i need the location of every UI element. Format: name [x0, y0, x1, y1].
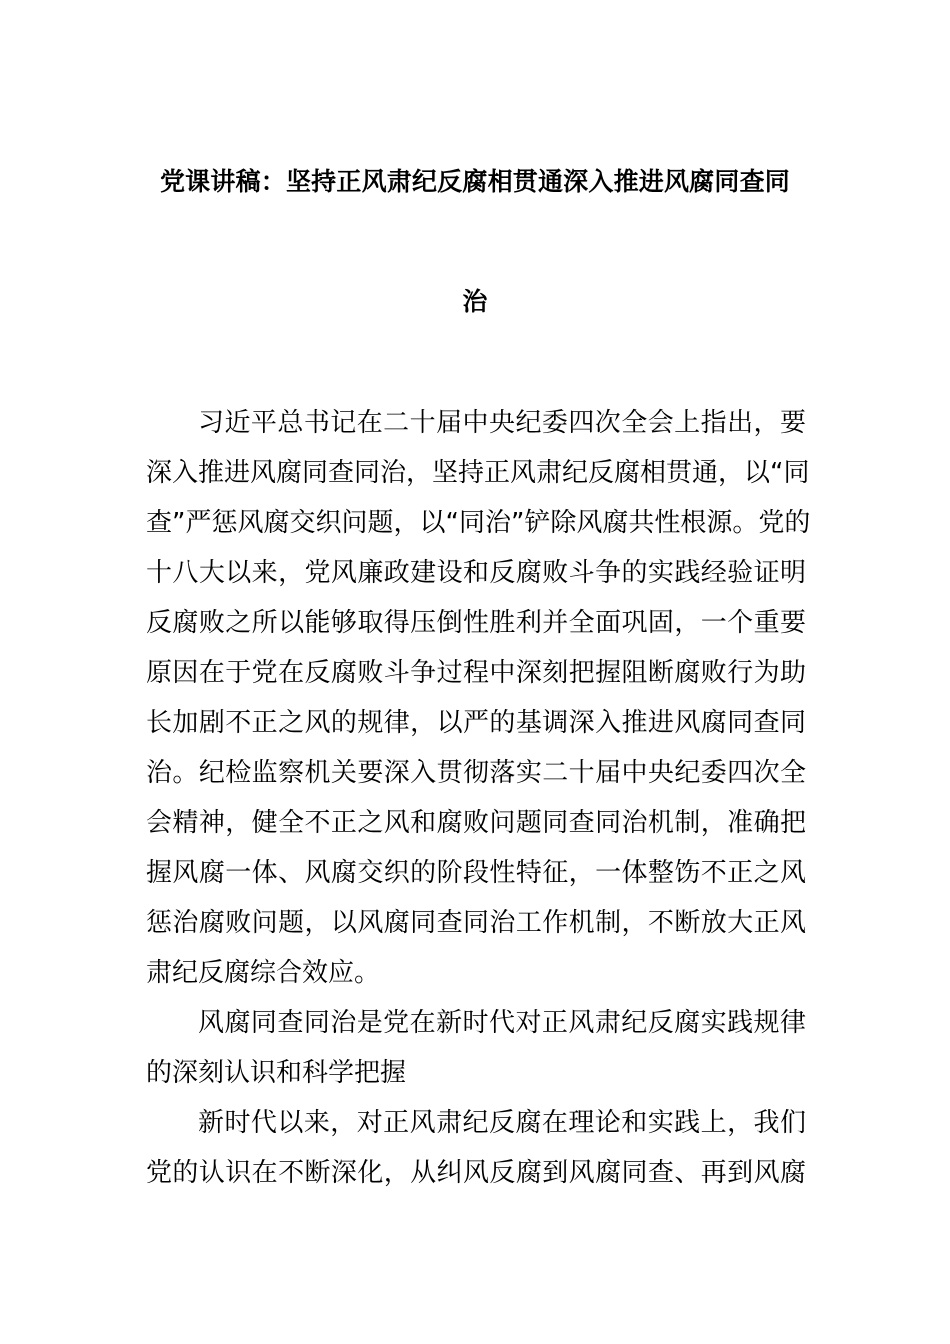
paragraph-2 [146, 998, 806, 1098]
paragraph-line: 惩治腐败问题，以风腐同查同治工作机制，不断放大正风 [146, 908, 806, 938]
document-title-line-2: 治 [462, 287, 488, 316]
paragraph-line: 肃纪反腐综合效应。 [146, 958, 381, 988]
document-title-line-1: 党课讲稿：坚持正风肃纪反腐相贯通深入推进风腐同查同 [159, 167, 790, 196]
document-body [146, 398, 811, 1198]
paragraph-line: 十八大以来，党风廉政建设和反腐败斗争的实践经验证明 [146, 558, 806, 588]
paragraph-1 [146, 398, 811, 998]
paragraph-line: 握风腐一体、风腐交织的阶段性特征，一体整饬不正之风 [146, 858, 806, 888]
paragraph-line: 长加剧不正之风的规律，以严的基调深入推进风腐同查同 [146, 708, 806, 738]
paragraph-line: 风腐同查同治是党在新时代对正风肃纪反腐实践规律 [198, 1008, 806, 1038]
paragraph-line: 习近平总书记在二十届中央纪委四次全会上指出，要 [198, 408, 806, 438]
paragraph-line: 深入推进风腐同查同治，坚持正风肃纪反腐相贯通，以“同 [146, 458, 810, 488]
paragraph-line: 会精神，健全不正之风和腐败问题同查同治机制，准确把 [146, 808, 806, 838]
paragraph-line: 治。纪检监察机关要深入贯彻落实二十届中央纪委四次全 [146, 758, 806, 788]
paragraph-line: 的深刻认识和科学把握 [146, 1058, 407, 1088]
paragraph-line: 原因在于党在反腐败斗争过程中深刻把握阻断腐败行为助 [146, 658, 806, 688]
paragraph-line: 新时代以来，对正风肃纪反腐在理论和实践上，我们 [198, 1108, 806, 1138]
paragraph-line: 查”严惩风腐交织问题，以“同治”铲除风腐共性根源。党的 [146, 508, 811, 538]
paragraph-line: 党的认识在不断深化，从纠风反腐到风腐同查、再到风腐 [146, 1158, 806, 1188]
paragraph-3 [146, 1098, 806, 1198]
paragraph-line: 反腐败之所以能够取得压倒性胜利并全面巩固，一个重要 [146, 608, 806, 638]
